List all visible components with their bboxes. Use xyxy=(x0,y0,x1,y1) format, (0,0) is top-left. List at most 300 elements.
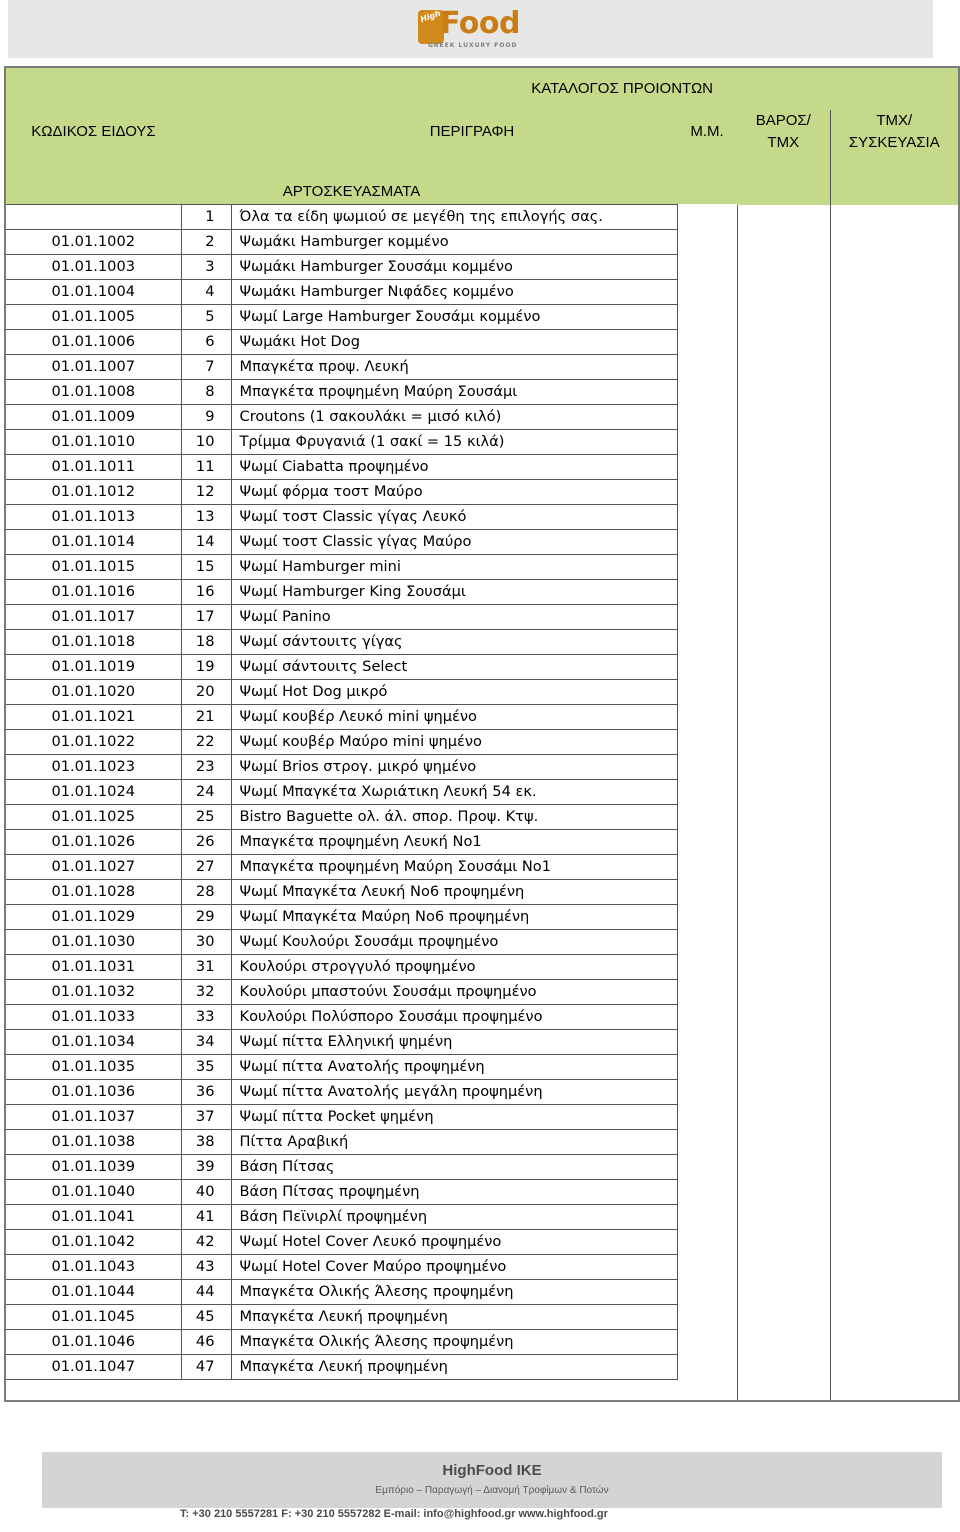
row-number: 21 xyxy=(181,705,231,730)
table-row xyxy=(6,1030,958,1055)
row-description: Ψωμί Hamburger King Σουσάμι xyxy=(231,580,677,605)
row-weight xyxy=(737,705,830,730)
row-unit xyxy=(677,1355,737,1380)
row-pack xyxy=(830,205,958,230)
row-unit xyxy=(677,1055,737,1080)
row-code: 01.01.1040 xyxy=(6,1180,181,1205)
table-row xyxy=(6,1155,958,1180)
row-pack xyxy=(830,755,958,780)
table-row xyxy=(6,1355,958,1380)
row-description: Βάση Πεϊνιρλί προψημένη xyxy=(231,1205,677,1230)
row-description: Ψωμί Κουλούρι Σουσάμι προψημένο xyxy=(231,930,677,955)
row-unit xyxy=(677,630,737,655)
row-pack xyxy=(830,705,958,730)
row-description: Ψωμί Panino xyxy=(231,605,677,630)
row-description: Κουλούρι μπαστούνι Σουσάμι προψημένο xyxy=(231,980,677,1005)
row-pack xyxy=(830,1155,958,1180)
row-code: 01.01.1033 xyxy=(6,1005,181,1030)
row-unit xyxy=(677,355,737,380)
table-row xyxy=(6,830,958,855)
row-weight xyxy=(737,905,830,930)
row-weight xyxy=(737,480,830,505)
header-weight-line2: ΤΜΧ xyxy=(767,134,800,151)
row-code: 01.01.1032 xyxy=(6,980,181,1005)
row-description: Ψωμί πίττα Ελληνική ψημένη xyxy=(231,1030,677,1055)
table-row xyxy=(6,1330,958,1355)
row-number: 6 xyxy=(181,330,231,355)
row-weight xyxy=(737,1280,830,1305)
row-pack xyxy=(830,980,958,1005)
logo-banner xyxy=(8,0,933,58)
table-row xyxy=(6,880,958,905)
row-unit xyxy=(677,605,737,630)
row-number: 44 xyxy=(181,1280,231,1305)
row-description: Μπαγκέτα Ολικής Άλεσης προψημένη xyxy=(231,1330,677,1355)
header-pack-line1: ΤΜΧ/ xyxy=(876,112,913,129)
header-description: ΠΕΡΙΓΡΑΦΗ xyxy=(181,110,677,154)
row-pack xyxy=(830,455,958,480)
table-row xyxy=(6,730,958,755)
table-row xyxy=(6,330,958,355)
row-description: Μπαγκέτα Λευκή προψημένη xyxy=(231,1305,677,1330)
table-row xyxy=(6,380,958,405)
row-number: 18 xyxy=(181,630,231,655)
table-row xyxy=(6,1080,958,1105)
row-number: 37 xyxy=(181,1105,231,1130)
row-number: 28 xyxy=(181,880,231,905)
row-code: 01.01.1025 xyxy=(6,805,181,830)
row-unit xyxy=(677,1330,737,1355)
row-weight xyxy=(737,330,830,355)
row-description: Μπαγκέτα προψημένη Μαύρη Σουσάμι xyxy=(231,380,677,405)
row-description: Ψωμί Brios στρογ. μικρό ψημένο xyxy=(231,755,677,780)
row-unit xyxy=(677,305,737,330)
row-pack xyxy=(830,805,958,830)
row-pack xyxy=(830,880,958,905)
row-code: 01.01.1024 xyxy=(6,780,181,805)
row-description: Ψωμί Μπαγκέτα Χωριάτικη Λευκή 54 εκ. xyxy=(231,780,677,805)
table-row xyxy=(6,1255,958,1280)
spacer-cell xyxy=(830,1380,958,1401)
row-weight xyxy=(737,880,830,905)
row-description: Ψωμί Μπαγκέτα Μαύρη Νο6 προψημένη xyxy=(231,905,677,930)
row-pack xyxy=(830,1080,958,1105)
row-description: Όλα τα είδη ψωμιού σε μεγέθη της επιλογής σας. xyxy=(231,205,677,230)
row-weight xyxy=(737,830,830,855)
row-code: 01.01.1020 xyxy=(6,680,181,705)
table-row xyxy=(6,1005,958,1030)
row-number: 33 xyxy=(181,1005,231,1030)
row-code: 01.01.1028 xyxy=(6,880,181,905)
row-code: 01.01.1007 xyxy=(6,355,181,380)
row-number: 41 xyxy=(181,1205,231,1230)
row-code: 01.01.1021 xyxy=(6,705,181,730)
table-row xyxy=(6,955,958,980)
spacer-cell xyxy=(231,1380,677,1401)
row-weight xyxy=(737,405,830,430)
row-code: 01.01.1035 xyxy=(6,1055,181,1080)
row-weight xyxy=(737,455,830,480)
row-unit xyxy=(677,805,737,830)
row-pack xyxy=(830,1255,958,1280)
row-code: 01.01.1045 xyxy=(6,1305,181,1330)
row-code: 01.01.1012 xyxy=(6,480,181,505)
row-number: 40 xyxy=(181,1180,231,1205)
row-pack xyxy=(830,630,958,655)
row-weight xyxy=(737,930,830,955)
row-weight xyxy=(737,980,830,1005)
row-weight xyxy=(737,1080,830,1105)
row-weight xyxy=(737,430,830,455)
row-pack xyxy=(830,230,958,255)
table-row xyxy=(6,630,958,655)
table-row xyxy=(6,905,958,930)
table-row xyxy=(6,780,958,805)
row-description: Μπαγκέτα προψ. Λευκή xyxy=(231,355,677,380)
row-code: 01.01.1003 xyxy=(6,255,181,280)
row-code: 01.01.1019 xyxy=(6,655,181,680)
table-bottom-spacer xyxy=(6,1380,958,1401)
row-description: Μπαγκέτα Ολικής Άλεσης προψημένη xyxy=(231,1280,677,1305)
row-pack xyxy=(830,430,958,455)
row-code: 01.01.1047 xyxy=(6,1355,181,1380)
row-number: 39 xyxy=(181,1155,231,1180)
row-code: 01.01.1039 xyxy=(6,1155,181,1180)
row-weight xyxy=(737,1305,830,1330)
table-row xyxy=(6,455,958,480)
row-weight xyxy=(737,730,830,755)
row-code: 01.01.1043 xyxy=(6,1255,181,1280)
row-number: 36 xyxy=(181,1080,231,1105)
row-description: Βάση Πίτσας προψημένη xyxy=(231,1180,677,1205)
row-pack xyxy=(830,355,958,380)
row-unit xyxy=(677,580,737,605)
row-unit xyxy=(677,205,737,230)
spacer-cell xyxy=(677,1380,737,1401)
row-weight xyxy=(737,1205,830,1230)
row-code: 01.01.1042 xyxy=(6,1230,181,1255)
row-unit xyxy=(677,230,737,255)
row-unit xyxy=(677,755,737,780)
row-pack xyxy=(830,1305,958,1330)
logo-wordmark: Food xyxy=(440,6,520,41)
row-pack xyxy=(830,330,958,355)
row-pack xyxy=(830,305,958,330)
header-pack-line2: ΣΥΣΚΕΥΑΣΙΑ xyxy=(848,134,940,151)
row-pack xyxy=(830,255,958,280)
table-row xyxy=(6,1205,958,1230)
row-unit xyxy=(677,1280,737,1305)
row-weight xyxy=(737,805,830,830)
row-number: 22 xyxy=(181,730,231,755)
row-number: 19 xyxy=(181,655,231,680)
table-row xyxy=(6,930,958,955)
table-row xyxy=(6,1280,958,1305)
spacer-cell xyxy=(181,1380,231,1401)
row-description: Ψωμί φόρμα τοστ Μαύρο xyxy=(231,480,677,505)
row-number: 2 xyxy=(181,230,231,255)
row-description: Ψωμί Hotel Cover Μαύρο προψημένο xyxy=(231,1255,677,1280)
table-row xyxy=(6,530,958,555)
row-number: 20 xyxy=(181,680,231,705)
table-row xyxy=(6,605,958,630)
row-number: 32 xyxy=(181,980,231,1005)
row-number: 26 xyxy=(181,830,231,855)
row-description: Ψωμί πίττα Ανατολής προψημένη xyxy=(231,1055,677,1080)
row-description: Ψωμί πίττα Ανατολής μεγάλη προψημένη xyxy=(231,1080,677,1105)
table-row xyxy=(6,805,958,830)
row-number: 43 xyxy=(181,1255,231,1280)
row-description: Ψωμάκι Hamburger Νιφάδες κομμένο xyxy=(231,280,677,305)
table-row xyxy=(6,230,958,255)
row-pack xyxy=(830,930,958,955)
row-number: 35 xyxy=(181,1055,231,1080)
row-weight xyxy=(737,355,830,380)
row-unit xyxy=(677,905,737,930)
row-weight xyxy=(737,780,830,805)
row-pack xyxy=(830,1280,958,1305)
row-pack xyxy=(830,530,958,555)
row-number: 24 xyxy=(181,780,231,805)
table-row xyxy=(6,555,958,580)
row-pack xyxy=(830,1130,958,1155)
row-number: 27 xyxy=(181,855,231,880)
row-weight xyxy=(737,1230,830,1255)
table-row xyxy=(6,1230,958,1255)
row-weight xyxy=(737,1355,830,1380)
product-catalog-table xyxy=(6,68,958,1400)
row-unit xyxy=(677,1080,737,1105)
footer-contact: Τ: +30 210 5557281 F: +30 210 5557282 E-mail: info@highfood.gr www.highfood.gr xyxy=(180,1508,608,1520)
row-unit xyxy=(677,655,737,680)
row-code: 01.01.1026 xyxy=(6,830,181,855)
row-unit xyxy=(677,1230,737,1255)
row-unit xyxy=(677,480,737,505)
row-description: Ψωμί τοστ Classic γίγας Μαύρο xyxy=(231,530,677,555)
row-weight xyxy=(737,605,830,630)
row-weight xyxy=(737,280,830,305)
table-row xyxy=(6,405,958,430)
row-number: 25 xyxy=(181,805,231,830)
row-pack xyxy=(830,830,958,855)
row-pack xyxy=(830,855,958,880)
row-description: Μπαγκέτα προψημένη Μαύρη Σουσάμι Νο1 xyxy=(231,855,677,880)
row-number: 1 xyxy=(181,205,231,230)
row-number: 7 xyxy=(181,355,231,380)
row-code: 01.01.1044 xyxy=(6,1280,181,1305)
row-weight xyxy=(737,1255,830,1280)
row-unit xyxy=(677,530,737,555)
row-unit xyxy=(677,780,737,805)
row-code: 01.01.1029 xyxy=(6,905,181,930)
row-pack xyxy=(830,380,958,405)
company-logo xyxy=(418,6,548,52)
row-pack xyxy=(830,1030,958,1055)
row-code: 01.01.1017 xyxy=(6,605,181,630)
header-weight xyxy=(737,110,830,154)
row-code: 01.01.1036 xyxy=(6,1080,181,1105)
row-number: 11 xyxy=(181,455,231,480)
row-number: 16 xyxy=(181,580,231,605)
row-description: Μπαγκέτα προψημένη Λευκή Νο1 xyxy=(231,830,677,855)
table-row xyxy=(6,280,958,305)
row-pack xyxy=(830,555,958,580)
row-description: Ψωμί κουβέρ Μαύρο mini ψημένο xyxy=(231,730,677,755)
row-unit xyxy=(677,730,737,755)
row-pack xyxy=(830,280,958,305)
row-unit xyxy=(677,455,737,480)
header-weight-line1: ΒΑΡΟΣ/ xyxy=(755,112,811,129)
header-code: ΚΩΔΙΚΟΣ ΕΙΔΟΥΣ xyxy=(6,110,181,154)
row-weight xyxy=(737,505,830,530)
row-weight xyxy=(737,1105,830,1130)
row-unit xyxy=(677,705,737,730)
row-unit xyxy=(677,980,737,1005)
row-pack xyxy=(830,1330,958,1355)
row-pack xyxy=(830,505,958,530)
row-pack xyxy=(830,1105,958,1130)
row-unit xyxy=(677,430,737,455)
row-code: 01.01.1023 xyxy=(6,755,181,780)
table-row xyxy=(6,480,958,505)
row-unit xyxy=(677,1205,737,1230)
table-row xyxy=(6,980,958,1005)
header-pack xyxy=(830,110,958,154)
row-description: Ψωμί Large Hamburger Σουσάμι κομμένο xyxy=(231,305,677,330)
row-description: Ψωμάκι Hot Dog xyxy=(231,330,677,355)
row-weight xyxy=(737,755,830,780)
row-pack xyxy=(830,655,958,680)
table-row xyxy=(6,1105,958,1130)
table-row xyxy=(6,705,958,730)
row-unit xyxy=(677,880,737,905)
row-weight xyxy=(737,1005,830,1030)
row-unit xyxy=(677,1130,737,1155)
row-pack xyxy=(830,480,958,505)
row-number: 23 xyxy=(181,755,231,780)
row-weight xyxy=(737,1130,830,1155)
row-pack xyxy=(830,955,958,980)
row-number: 29 xyxy=(181,905,231,930)
row-description: Ψωμί Hamburger mini xyxy=(231,555,677,580)
table-row xyxy=(6,580,958,605)
table-row xyxy=(6,355,958,380)
row-unit xyxy=(677,1105,737,1130)
row-code: 01.01.1009 xyxy=(6,405,181,430)
row-number: 17 xyxy=(181,605,231,630)
row-weight xyxy=(737,1055,830,1080)
table-row xyxy=(6,505,958,530)
row-description: Βάση Πίτσας xyxy=(231,1155,677,1180)
row-code: 01.01.1030 xyxy=(6,930,181,955)
row-weight xyxy=(737,380,830,405)
row-number: 15 xyxy=(181,555,231,580)
row-weight xyxy=(737,855,830,880)
row-weight xyxy=(737,955,830,980)
row-number: 14 xyxy=(181,530,231,555)
row-description: Ψωμί κουβέρ Λευκό mini ψημένο xyxy=(231,705,677,730)
row-pack xyxy=(830,405,958,430)
row-unit xyxy=(677,280,737,305)
row-weight xyxy=(737,1180,830,1205)
row-code: 01.01.1038 xyxy=(6,1130,181,1155)
row-pack xyxy=(830,580,958,605)
footer-company: HighFood ΙΚΕ xyxy=(442,1462,542,1479)
row-pack xyxy=(830,780,958,805)
row-number: 45 xyxy=(181,1305,231,1330)
row-number: 13 xyxy=(181,505,231,530)
row-unit xyxy=(677,255,737,280)
row-pack xyxy=(830,730,958,755)
category-title: ΑΡΤΟΣΚΕΥΑΣΜΑΤΑ xyxy=(6,154,737,205)
row-code: 01.01.1046 xyxy=(6,1330,181,1355)
row-description: Ψωμί Hot Dog μικρό xyxy=(231,680,677,705)
row-unit xyxy=(677,1255,737,1280)
row-description: Ψωμάκι Hamburger Σουσάμι κομμένο xyxy=(231,255,677,280)
row-code: 01.01.1008 xyxy=(6,380,181,405)
row-pack xyxy=(830,905,958,930)
table-row xyxy=(6,1130,958,1155)
footer-bar xyxy=(42,1452,942,1508)
row-pack xyxy=(830,1230,958,1255)
row-number: 9 xyxy=(181,405,231,430)
row-weight xyxy=(737,630,830,655)
table-row xyxy=(6,255,958,280)
row-description: Ψωμί τοστ Classic γίγας Λευκό xyxy=(231,505,677,530)
row-description: Bistro Baguette ολ. άλ. σπορ. Προψ. Κτψ. xyxy=(231,805,677,830)
row-description: Ψωμί σάντουιτς Select xyxy=(231,655,677,680)
table-row xyxy=(6,680,958,705)
row-code: 01.01.1011 xyxy=(6,455,181,480)
row-number: 10 xyxy=(181,430,231,455)
row-pack xyxy=(830,1205,958,1230)
row-unit xyxy=(677,680,737,705)
row-number: 38 xyxy=(181,1130,231,1155)
row-code: 01.01.1015 xyxy=(6,555,181,580)
row-number: 30 xyxy=(181,930,231,955)
row-unit xyxy=(677,1030,737,1055)
row-code: 01.01.1018 xyxy=(6,630,181,655)
table-row xyxy=(6,755,958,780)
row-weight xyxy=(737,1030,830,1055)
row-unit xyxy=(677,330,737,355)
row-weight xyxy=(737,1155,830,1180)
row-code: 01.01.1006 xyxy=(6,330,181,355)
row-description: Πίττα Αραβική xyxy=(231,1130,677,1155)
row-number: 47 xyxy=(181,1355,231,1380)
row-number: 4 xyxy=(181,280,231,305)
row-number: 5 xyxy=(181,305,231,330)
row-code: 01.01.1010 xyxy=(6,430,181,455)
row-unit xyxy=(677,855,737,880)
row-code: 01.01.1013 xyxy=(6,505,181,530)
table-row xyxy=(6,1305,958,1330)
row-weight xyxy=(737,580,830,605)
row-pack xyxy=(830,605,958,630)
table-row xyxy=(6,1180,958,1205)
catalog-title: ΚΑΤΑΛΟΓΟΣ ΠΡΟΙΟΝΤΩΝ xyxy=(6,68,737,110)
table-row xyxy=(6,1055,958,1080)
row-code: 01.01.1004 xyxy=(6,280,181,305)
row-unit xyxy=(677,555,737,580)
row-code: 01.01.1002 xyxy=(6,230,181,255)
row-number: 42 xyxy=(181,1230,231,1255)
row-code: 01.01.1022 xyxy=(6,730,181,755)
row-weight xyxy=(737,655,830,680)
row-unit xyxy=(677,1005,737,1030)
row-weight xyxy=(737,305,830,330)
row-description: Κουλούρι Πολύσπορο Σουσάμι προψημένο xyxy=(231,1005,677,1030)
